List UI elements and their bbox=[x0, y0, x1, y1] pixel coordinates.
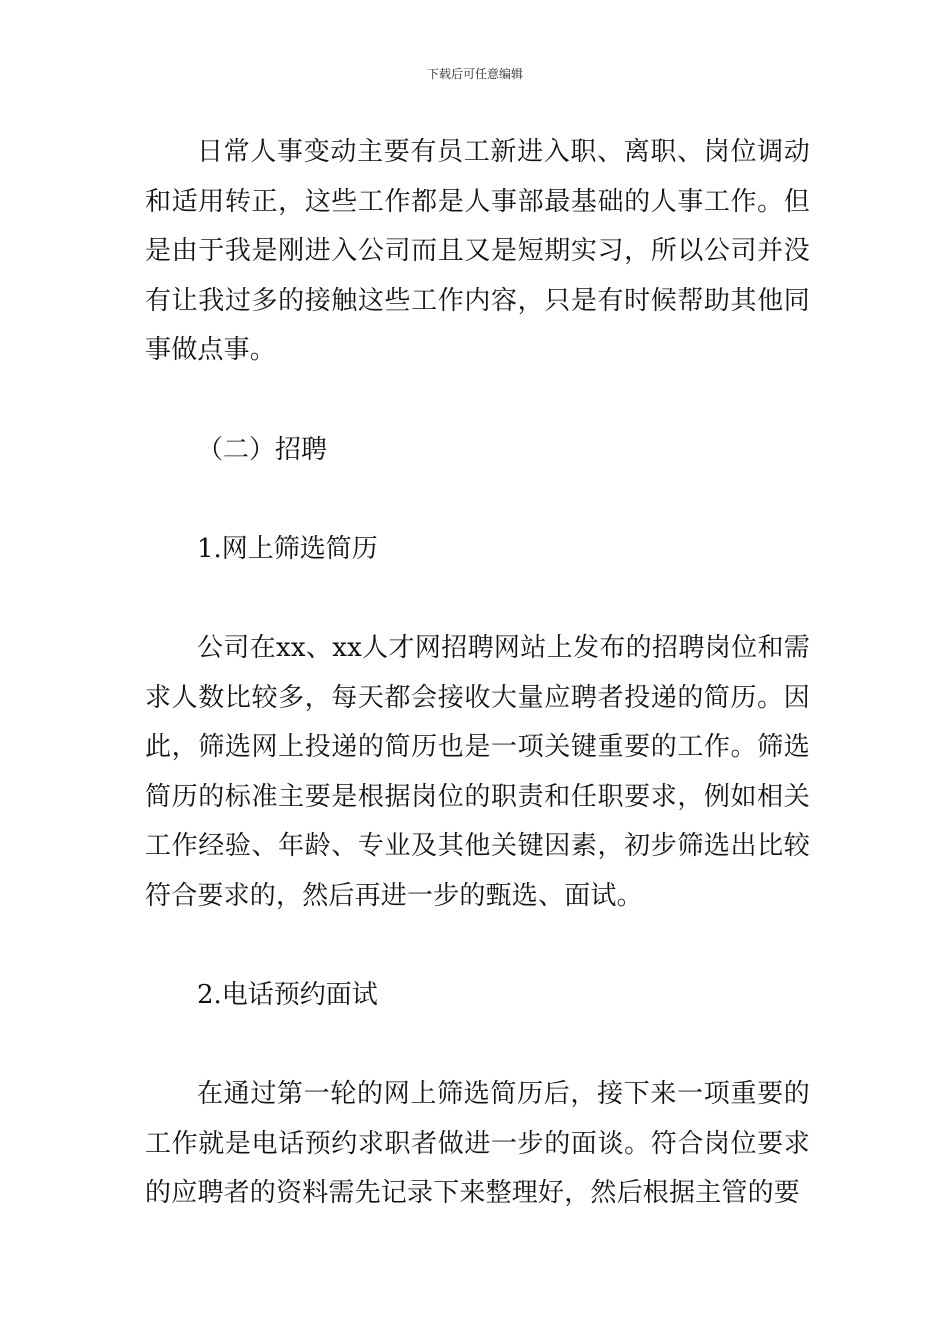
paragraph-personnel-changes: 日常人事变动主要有员工新进入职、离职、岗位调动和适用转正，这些工作都是人事部最基础的人事工作。但是由于我是刚进入公司而且又是短期实习，所以公司并没有让我过多的接触这些工作内容，只是有时候帮助其他同事做点事。 bbox=[145, 137, 810, 366]
spacer bbox=[145, 475, 810, 525]
document-body bbox=[145, 128, 810, 1219]
paragraph-resume-screening: 公司在xx、xx人才网招聘网站上发布的招聘岗位和需求人数比较多，每天都会接收大量应聘者投递的简历。因此，筛选网上投递的简历也是一项关键重要的工作。筛选简历的标准主要是根据岗位的职责和任职要求，例如相关工作经验、年龄、专业及其他关键因素，初步筛选出比较符合要求的，然后再进一步的甄选、面试。 bbox=[145, 632, 810, 911]
paragraph-phone-interview: 在通过第一轮的网上筛选简历后，接下来一项重要的工作就是电话预约求职者做进一步的面谈。符合岗位要求的应聘者的资料需先记录下来整理好，然后根据主管的要 bbox=[145, 1079, 810, 1209]
subheading-online-resume-screening: 1.网上筛选简历 bbox=[197, 533, 378, 564]
section-heading-recruitment: （二）招聘 bbox=[197, 434, 328, 465]
page-header-note: 下载后可任意编辑 bbox=[426, 67, 523, 81]
subheading-phone-interview: 2.电话预约面试 bbox=[197, 980, 378, 1011]
spacer bbox=[145, 1021, 810, 1071]
spacer bbox=[145, 376, 810, 426]
spacer bbox=[145, 574, 810, 624]
spacer bbox=[145, 922, 810, 972]
